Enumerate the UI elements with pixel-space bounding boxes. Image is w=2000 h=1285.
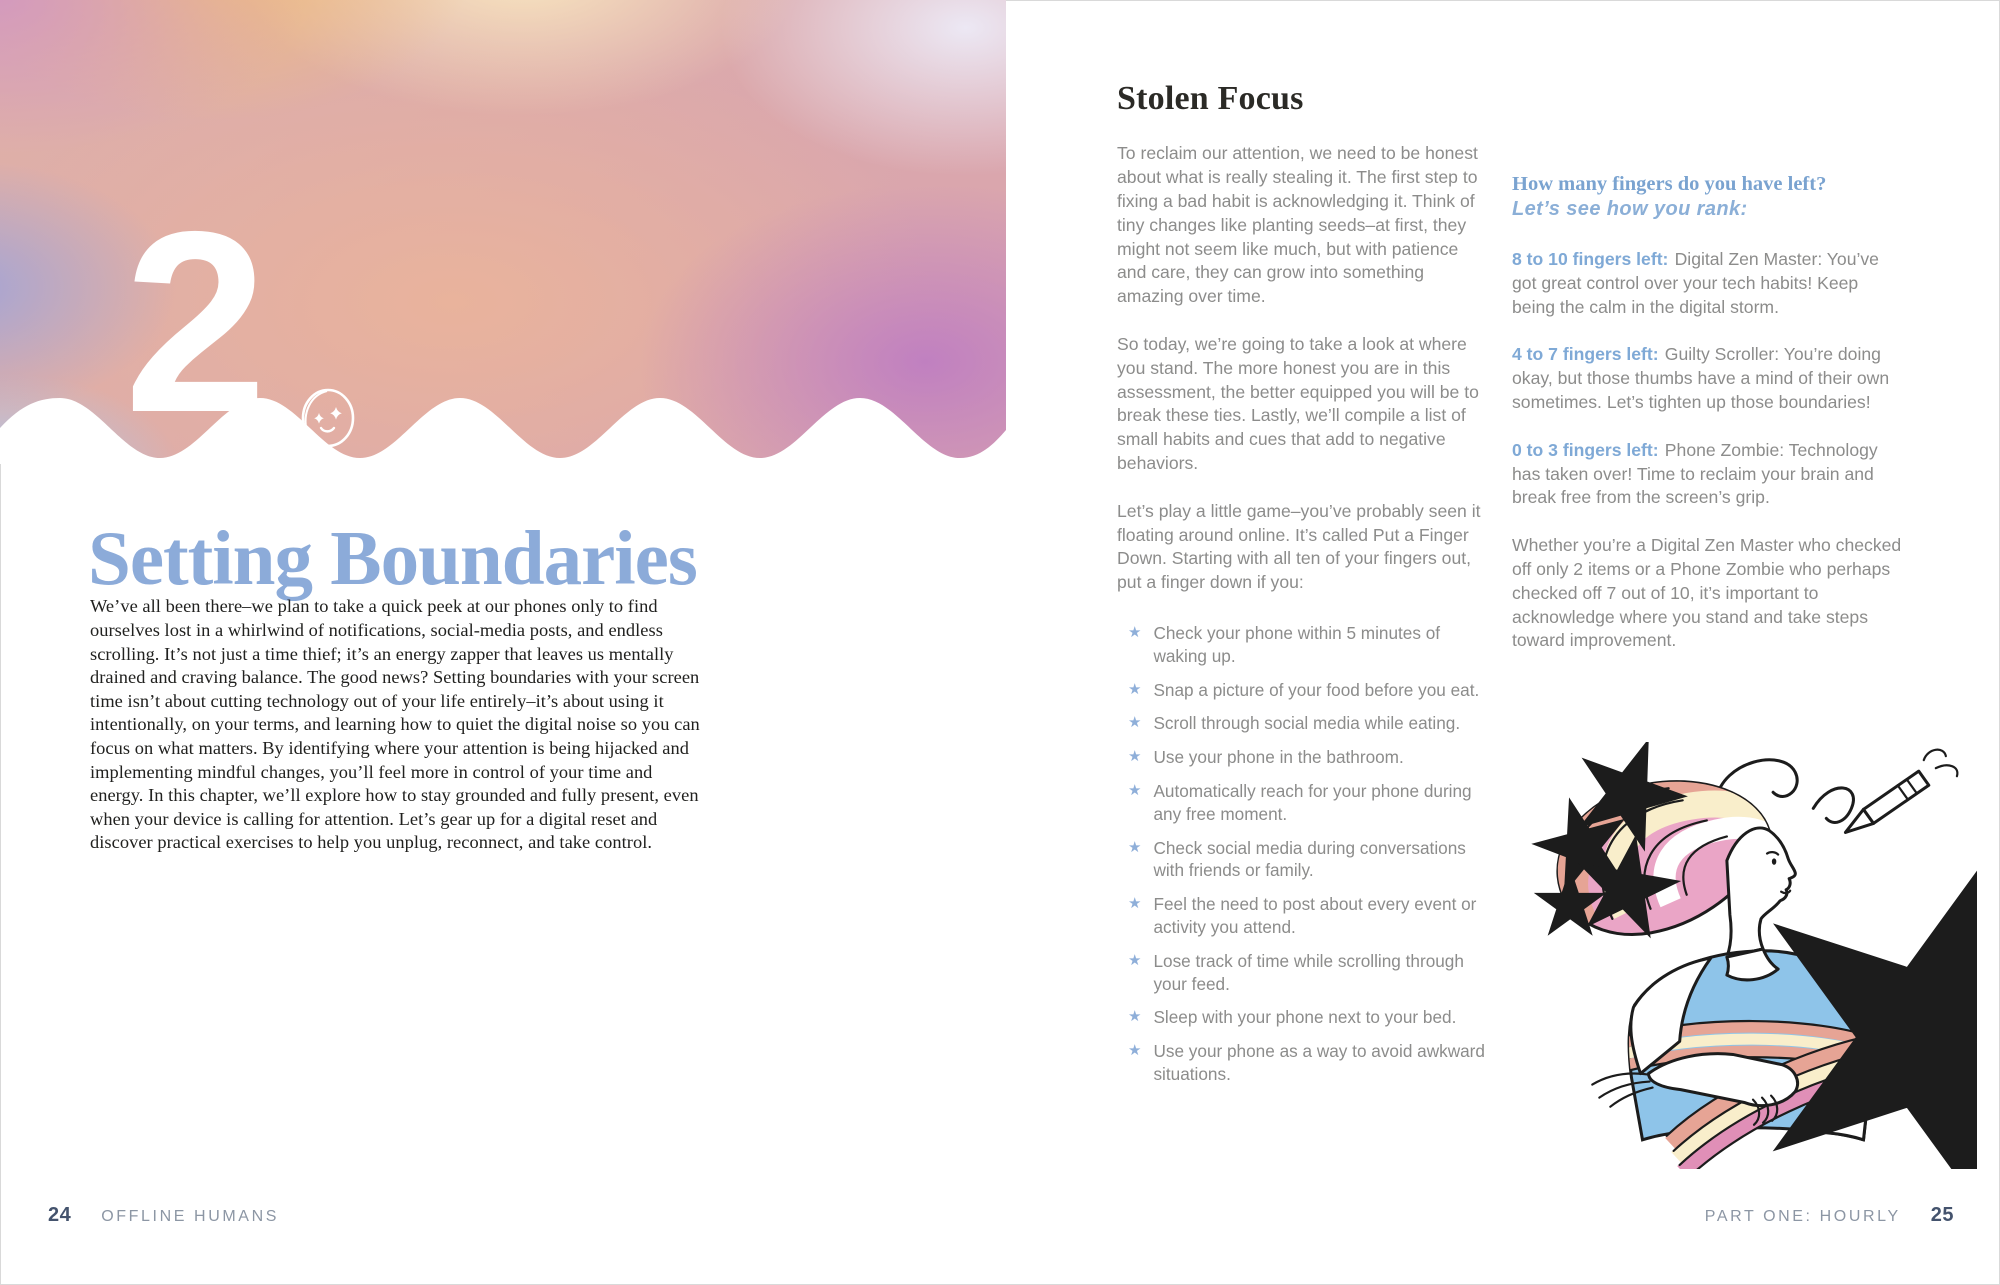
person-rainbow-illustration <box>1530 742 1977 1169</box>
tier-label: 0 to 3 fingers left: <box>1512 439 1659 460</box>
hair-curl-line <box>1813 788 1853 823</box>
chapter-number: 2 <box>124 177 262 466</box>
tier-label: 4 to 7 fingers left: <box>1512 344 1659 365</box>
chapter-intro: We’ve all been there–we plan to take a quick peek at our phones only to find ourselves lost in a whirlwind of notifications, social-media posts, and endless scrolling. It’s not just a time thief; it’s an energy zapper that leaves us mentally drained and craving balance. The good news? Setting boundaries with your screen time isn’t about cutting technology out of your life entirely–it’s about using it intentionally, on your terms, and learning how to quiet the digital noise so you can focus on what matters. By identifying where your attention is being hijacked and implementing mindful changes, you’ll feel more in control of your time and energy. In this chapter, we’ll explore how to stay grounded and fully present, even when your device is calling for attention. Let’s gear up for a digital reset and discover practical exercises to help you unplug, reconnect, and take control. <box>90 596 700 853</box>
star-bullet-icon: ★ <box>1128 1008 1142 1026</box>
page-number: 24 <box>48 1204 72 1226</box>
star-bullet-icon: ★ <box>1128 714 1142 732</box>
star-bullet-icon: ★ <box>1128 680 1142 698</box>
footer-right <box>1705 1204 1954 1227</box>
list-item <box>1117 837 1489 883</box>
list-item-text: Use your phone in the bathroom. <box>1153 747 1404 768</box>
list-item-text: Automatically reach for your phone during any free moment. <box>1153 780 1472 824</box>
body-paragraph: Let’s play a little game–you’ve probably seen it floating around online. It’s called Put a Finger Down. Starting with all ten of your fingers out, put a finger down if you: <box>1117 500 1481 593</box>
rank-tier <box>1512 439 1906 510</box>
star-bullet-icon: ★ <box>1128 781 1142 799</box>
tier-text: Digital Zen Master: You’ve got great control over your tech habits! Keep being the calm in the digital storm. <box>1512 249 1879 317</box>
page-number: 25 <box>1930 1204 1954 1226</box>
stolen-focus-column <box>1117 80 1489 1097</box>
rank-tier <box>1512 343 1906 414</box>
star-bullet-icon: ★ <box>1128 1042 1142 1060</box>
section-heading: Stolen Focus <box>1117 80 1304 117</box>
list-item-text: Check social media during conversations with friends or family. <box>1153 837 1466 881</box>
list-item <box>1117 780 1489 826</box>
star-bullet-icon: ★ <box>1128 748 1142 766</box>
list-item <box>1117 712 1489 735</box>
tier-text: Guilty Scroller: You’re doing okay, but those thumbs have a mind of their own sometimes. Let’s tighten up those boundaries! <box>1512 344 1890 412</box>
chapter-gradient-banner <box>0 0 1006 464</box>
scalloped-wave-edge <box>0 392 1006 464</box>
list-item <box>1117 746 1489 769</box>
tier-label: 8 to 10 fingers left: <box>1512 249 1669 269</box>
star-bullet-icon: ★ <box>1128 951 1142 969</box>
list-item <box>1117 679 1489 702</box>
tier-text: Phone Zombie: Technology has taken over! Time to reclaim your brain and break free from the screen’s grip. <box>1512 439 1878 508</box>
body-paragraph: So today, we’re going to take a look at where you stand. The more honest you are in this assessment, the better equipped you will be to break these ties. Lastly, we’ll compile a list of small habits and cues that add to negative behaviors. <box>1117 333 1479 473</box>
star-bullet-icon: ★ <box>1128 838 1142 856</box>
list-item-text: Use your phone as a way to avoid awkward situations. <box>1153 1041 1485 1084</box>
rank-question: How many fingers do you have left? <box>1512 173 1827 195</box>
rank-subtitle: Let’s see how you rank: <box>1512 198 1748 220</box>
list-item-text: Feel the need to post about every event or activity you attend. <box>1153 894 1477 937</box>
list-item <box>1117 622 1489 668</box>
list-item <box>1117 1006 1489 1029</box>
pencil-icon <box>1845 750 1957 833</box>
part-running-head: PART ONE: HOURLY <box>1704 1208 1901 1225</box>
ranking-column <box>1512 172 1906 653</box>
list-item-text: Lose track of time while scrolling through your feed. <box>1153 950 1464 994</box>
chapter-title: Setting Boundaries <box>88 514 697 601</box>
footer-left <box>48 1204 279 1227</box>
rank-tier <box>1512 248 1906 319</box>
list-item <box>1117 1040 1489 1086</box>
closing-paragraph: Whether you’re a Digital Zen Master who checked off only 2 items or a Phone Zombie who perhaps checked off 7 out of 10, it’s important to acknowledge where you stand and take steps toward improvement. <box>1512 535 1902 651</box>
list-item <box>1117 950 1489 996</box>
star-bullet-icon: ★ <box>1128 623 1142 641</box>
list-item <box>1117 893 1489 939</box>
finger-down-checklist <box>1117 622 1489 1086</box>
list-item-text: Snap a picture of your food before you eat. <box>1153 679 1480 700</box>
list-item-text: Scroll through social media while eating. <box>1153 713 1461 734</box>
body-paragraph: To reclaim our attention, we need to be honest about what is really stealing it. The first step to fixing a bad habit is acknowledging it. Think of tiny changes like planting seeds–at first, they might not seem like much, but with patience and care, they can grow into something amazing over time. <box>1117 143 1478 307</box>
book-title-running-head: OFFLINE HUMANS <box>101 1208 279 1225</box>
list-item-text: Check your phone within 5 minutes of waking up. <box>1153 622 1441 666</box>
star-bullet-icon: ★ <box>1128 895 1142 913</box>
list-item-text: Sleep with your phone next to your bed. <box>1153 1007 1457 1028</box>
